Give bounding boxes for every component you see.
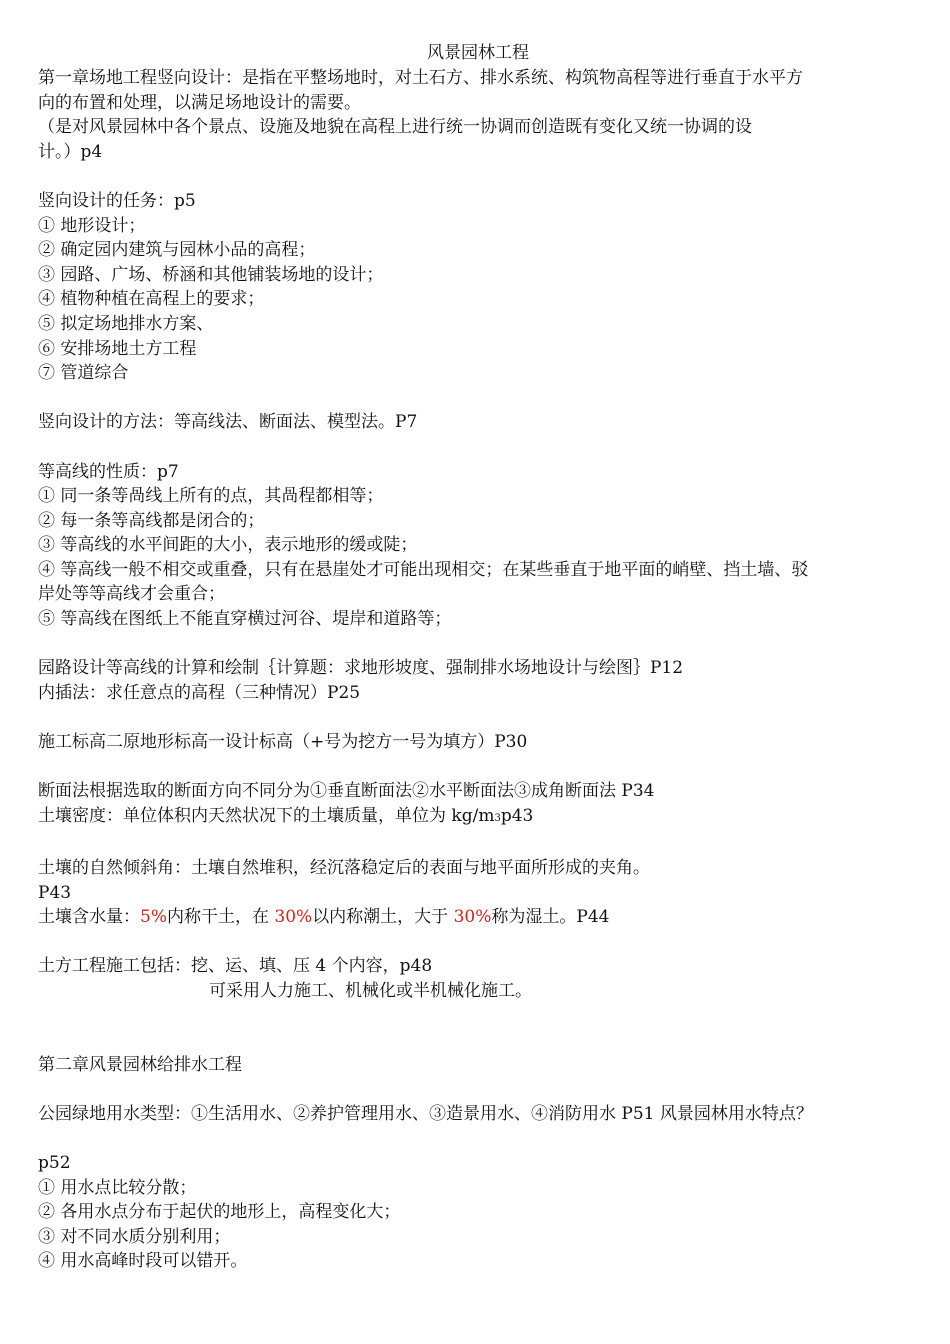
chapter1-intro-note: （是对风景园林中各个景点、设施及地貌在高程上进行统一协调而创造既有变化又统一协调的设 (38, 117, 752, 138)
list-item: ① 同一条等咼线上所有的点，其咼程都相等； (38, 486, 384, 507)
list-item: ③ 园路、广场、桥涵和其他铺装场地的设计； (38, 264, 384, 285)
water-types-paragraph: 公园绿地用水类型：①生活用水、②养护管理用水、③造景用水、④消防用水 P51 风景园林用水特点？ (38, 1103, 813, 1124)
interpolation-paragraph: 内插法：求任意点的高程（三种情况）P25 (38, 682, 361, 703)
soil-density-text: 土壤密度：单位体积内天然状况下的土壤质量，单位为 kg/m (38, 805, 495, 826)
soil-density-paragraph (38, 804, 918, 832)
list-item: ⑤ 拟定场地排水方案、 (38, 313, 214, 334)
moisture-threshold-highlight: 30% (453, 907, 492, 928)
list-item: ① 地形设计； (38, 215, 146, 236)
earthwork-methods: 可采用人力施工、机械化或半机械化施工。 (209, 980, 532, 1001)
list-item: ④ 等高线一般不相交或重叠，只有在悬崖处才可能出现相交；在某些垂直于地平面的峭壁、挡土墙、驳 (38, 559, 809, 580)
chapter1-intro-line: 第一章场地工程竖向设计：是指在平整场地时，对土石方、排水系统、构筑物高程等进行垂直于水平方 (38, 68, 803, 88)
moisture-threshold-highlight: 30% (274, 907, 313, 928)
chapter2-heading: 第二章风景园林给排水工程 (38, 1054, 242, 1075)
document-title: 风景园林工程 (427, 43, 529, 63)
moisture-text: 称为湿土。P44 (491, 907, 610, 928)
moisture-paragraph (38, 905, 918, 930)
road-design-paragraph: 园路设计等高线的计算和绘制｛计算题：求地形坡度、强制排水场地设计与绘图｝P12 (38, 658, 684, 679)
moisture-text: 土壤含水量： (38, 907, 140, 928)
methods-paragraph: 竖向设计的方法：等高线法、断面法、模型法。P7 (38, 412, 418, 433)
moisture-text: 内称干土，在 (166, 907, 275, 928)
list-item: ② 每一条等高线都是闭合的； (38, 510, 265, 531)
construction-elevation-paragraph: 施工标高二原地形标高一设计标高（+号为挖方一号为填方）P30 (38, 732, 528, 753)
contour-heading: 等高线的性质：p7 (38, 461, 179, 482)
soil-density-page-ref: p43 (500, 805, 534, 826)
list-item: ① 用水点比较分散； (38, 1177, 197, 1198)
list-item-continuation: 岸处等等高线才会重合； (38, 584, 225, 605)
list-item: ③ 对不同水质分别利用； (38, 1226, 231, 1247)
water-features-page-ref: p52 (38, 1152, 71, 1173)
list-item: ⑥ 安排场地土方工程 (38, 338, 197, 359)
earthwork-paragraph: 土方工程施工包括：挖、运、填、压 4 个内容，p48 (38, 956, 433, 977)
angle-of-repose-paragraph: 土壤的自然倾斜角：土壤自然堆积，经沉落稳定后的表面与地平面所形成的夹角。 (38, 858, 650, 878)
list-item: ② 确定园内建筑与园林小品的高程； (38, 240, 316, 261)
soil-density-unit-exponent: 3 (494, 812, 501, 824)
moisture-text: 以内称潮土，大于 (312, 907, 454, 928)
document-page (38, 40, 918, 1274)
chapter1-intro-line: 向的布置和处理，以满足场地设计的需要。 (38, 92, 361, 113)
list-item: ④ 用水高峰时段可以错开。 (38, 1251, 248, 1272)
tasks-heading: 竖向设计的任务：p5 (38, 190, 196, 211)
angle-of-repose-page-ref: P43 (38, 882, 72, 903)
list-item: ⑤ 等高线在图纸上不能直穿横过河谷、堤岸和道路等； (38, 609, 452, 630)
chapter1-intro-note: 计。）p4 (38, 141, 103, 162)
moisture-threshold-highlight: 5% (140, 907, 167, 928)
section-method-paragraph: 断面法根据选取的断面方向不同分为①垂直断面法②水平断面法③成角断面法 P34 (38, 781, 655, 802)
list-item: ② 各用水点分布于起伏的地形上，高程变化大； (38, 1202, 401, 1223)
list-item: ④ 植物种植在高程上的要求； (38, 289, 265, 310)
list-item: ⑦ 管道综合 (38, 363, 129, 384)
list-item: ③ 等高线的水平间距的大小，表示地形的缓或陡； (38, 535, 418, 556)
